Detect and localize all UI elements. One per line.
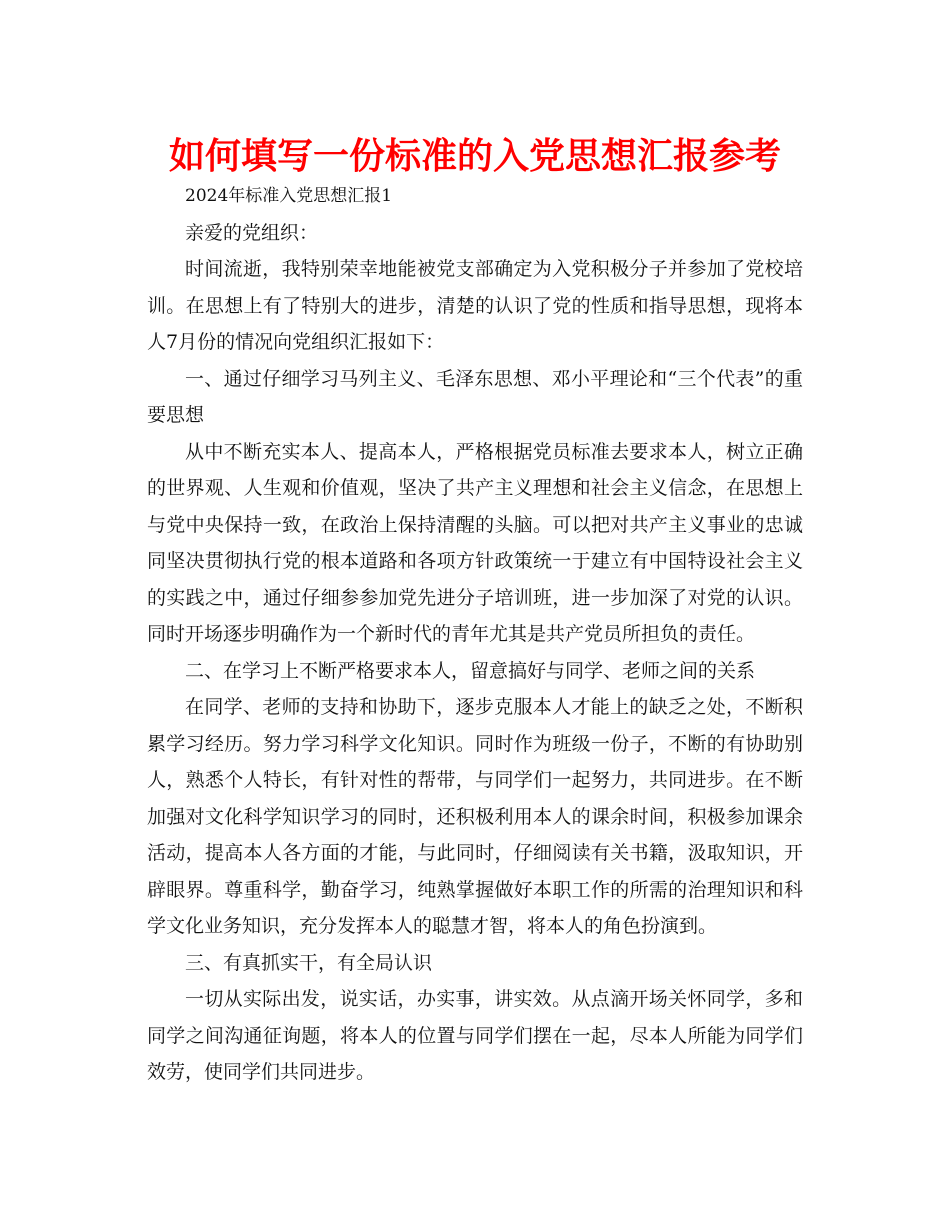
section-heading-3: 三、有真抓实干，有全局认识 [185, 951, 433, 974]
document-title: 如何填写一份标准的入党思想汇报参考 [168, 136, 781, 177]
intro-paragraph: 时间流逝，我特别荣幸地能被党支部确定为入党积极分子并参加了党校培训。在思想上有了特别大的进步，清楚的认识了党的性质和指导思想，现将本人7月份的情况向党组织汇报如下： [147, 258, 803, 353]
document-body [147, 178, 803, 1091]
report-subtitle: 2024年标准入党思想汇报1 [185, 186, 393, 206]
section-heading-1: 一、通过仔细学习马列主义、毛泽东思想、邓小平理论和“三个代表”的重要思想 [147, 367, 803, 426]
section-heading-2: 二、在学习上不断严格要求本人，留意搞好与同学、老师之间的关系 [185, 659, 756, 682]
section-body-2: 在同学、老师的支持和协助下，逐步克服本人才能上的缺乏之处，不断积累学习经历。努力学习科学文化知识。同时作为班级一份子，不断的有协助别人，熟悉个人特长，有针对性的帮带，与同学们一起努力，共同进步。在不断加强对文化科学知识学习的同时，还积极利用本人的课余时间，积极参加课余活动，提高本人各方面的才能，与此同时，仔细阅读有关书籍，汲取知识，开辟眼界。尊重科学，勤奋学习，纯熟掌握做好本职工作的所需的治理知识和科学文化业务知识，充分发挥本人的聪慧才智，将本人的角色扮演到。 [147, 696, 803, 937]
section-body-1: 从中不断充实本人、提高本人，严格根据党员标准去要求本人，树立正确的世界观、人生观和价值观，坚决了共产主义理想和社会主义信念，在思想上与党中央保持一致，在政治上保持清醒的头脑。可以把对共产主义事业的忠诚同坚决贯彻执行党的根本道路和各项方针政策统一于建立有中国特设社会主义的实践之中，通过仔细参参加党先进分子培训班，进一步加深了对党的认识。同时开场逐步明确作为一个新时代的青年尤其是共产党员所担负的责任。 [147, 440, 803, 645]
salutation: 亲爱的党组织： [185, 221, 319, 244]
section-body-3: 一切从实际出发，说实话，办实事，讲实效。从点滴开场关怀同学，多和同学之间沟通征询题，将本人的位置与同学们摆在一起，尽本人所能为同学们效劳，使同学们共同进步。 [147, 988, 803, 1083]
